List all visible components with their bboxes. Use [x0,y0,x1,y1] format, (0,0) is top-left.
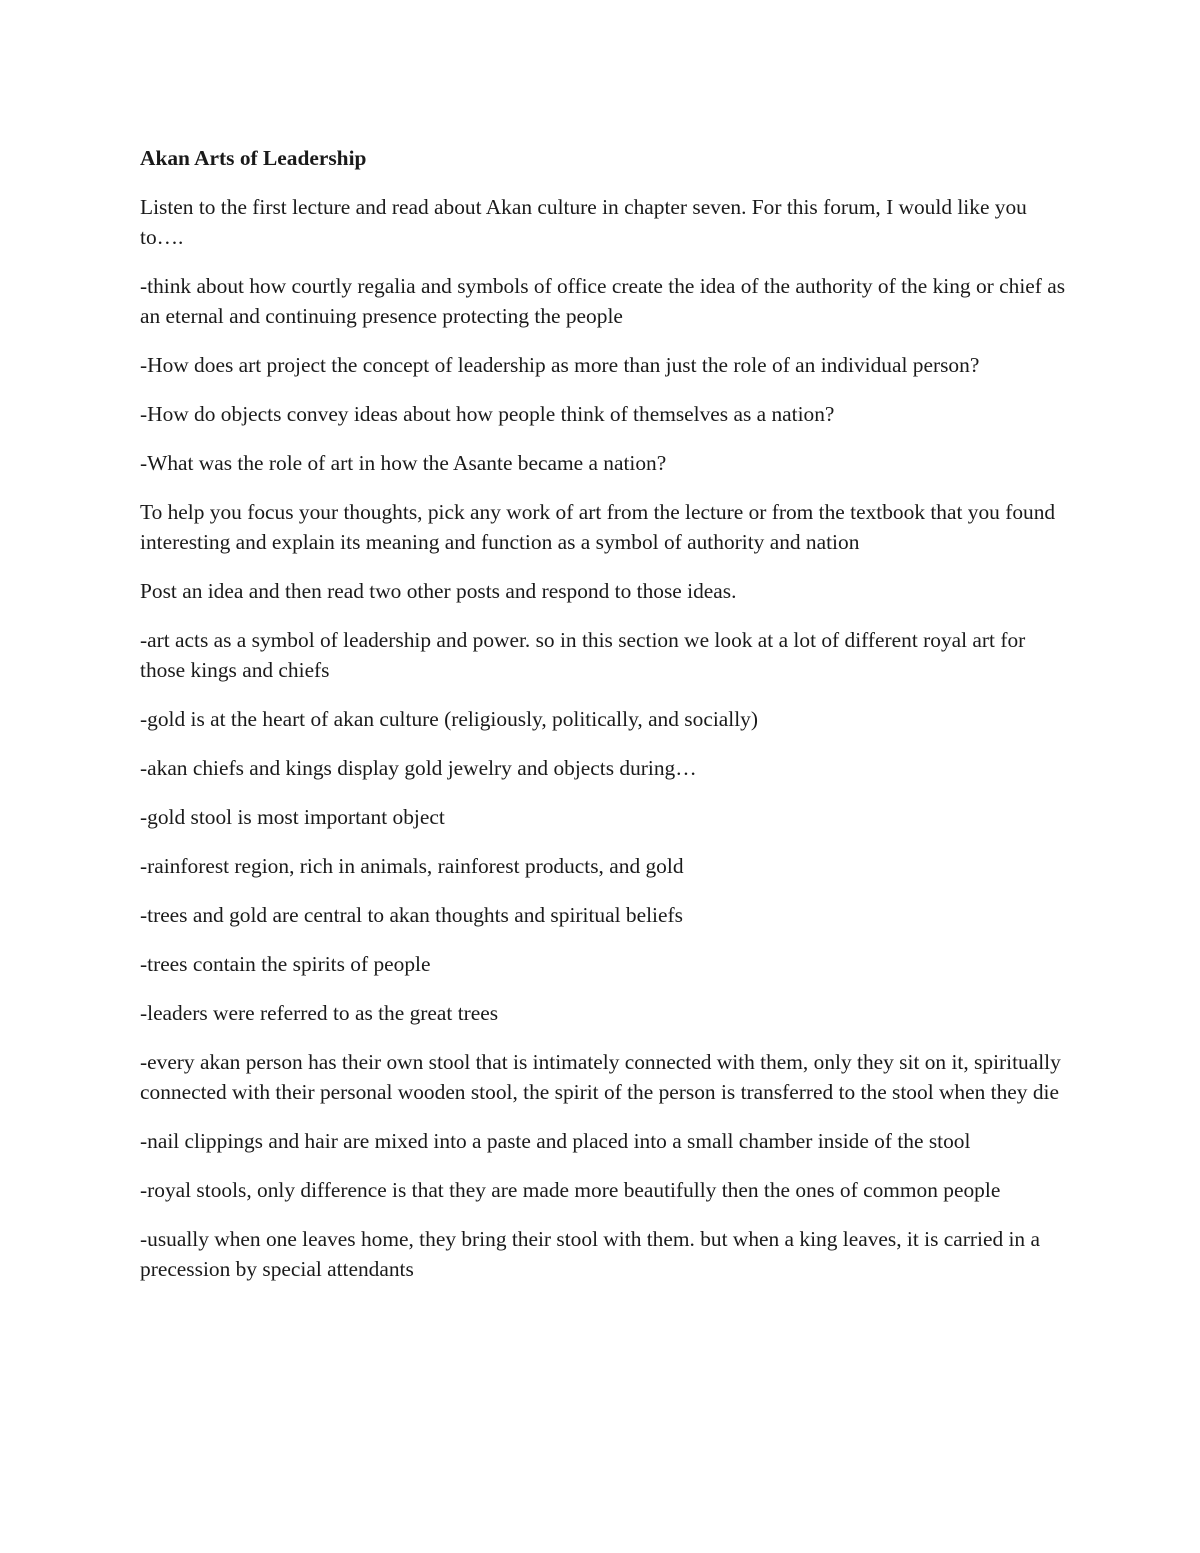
note-item: -akan chiefs and kings display gold jewelry and objects during… [140,756,697,780]
paragraph-intro: Listen to the first lecture and read about Akan culture in chapter seven. For this forum, I would like you to…. [140,195,1027,249]
note-item: -art acts as a symbol of leadership and power. so in this section we look at a lot of different royal art for those kings and chiefs [140,628,1026,682]
paragraph-question-asante: -What was the role of art in how the Asante became a nation? [140,451,667,475]
document-body [140,143,1070,1303]
note-item: -every akan person has their own stool that is intimately connected with them, only they sit on it, spiritually connected with their personal wooden stool, the spirit of the person is transferred to the stool when they die [140,1050,1061,1104]
paragraph-question-nation: -How do objects convey ideas about how people think of themselves as a nation? [140,402,835,426]
note-item: -gold is at the heart of akan culture (religiously, politically, and socially) [140,707,758,731]
note-item: -royal stools, only difference is that they are made more beautifully then the ones of common people [140,1178,1001,1202]
note-item: -rainforest region, rich in animals, rainforest products, and gold [140,854,684,878]
note-item: -gold stool is most important object [140,805,445,829]
note-item: -leaders were referred to as the great trees [140,1001,499,1025]
paragraph-question-regalia: -think about how courtly regalia and symbols of office create the idea of the authority of the king or chief as an eternal and continuing presence protecting the people [140,274,1066,328]
note-item: -nail clippings and hair are mixed into a paste and placed into a small chamber inside of the stool [140,1129,971,1153]
paragraph-post-instructions: Post an idea and then read two other posts and respond to those ideas. [140,579,737,603]
note-item: -usually when one leaves home, they bring their stool with them. but when a king leaves, it is carried in a precession by special attendants [140,1227,1040,1281]
note-item: -trees contain the spirits of people [140,952,431,976]
note-item: -trees and gold are central to akan thoughts and spiritual beliefs [140,903,683,927]
paragraph-focus-instructions: To help you focus your thoughts, pick any work of art from the lecture or from the textbook that you found interesting and explain its meaning and function as a symbol of authority and nation [140,500,1056,554]
paragraph-question-leadership: -How does art project the concept of leadership as more than just the role of an individual person? [140,353,980,377]
document-title: Akan Arts of Leadership [140,146,367,170]
